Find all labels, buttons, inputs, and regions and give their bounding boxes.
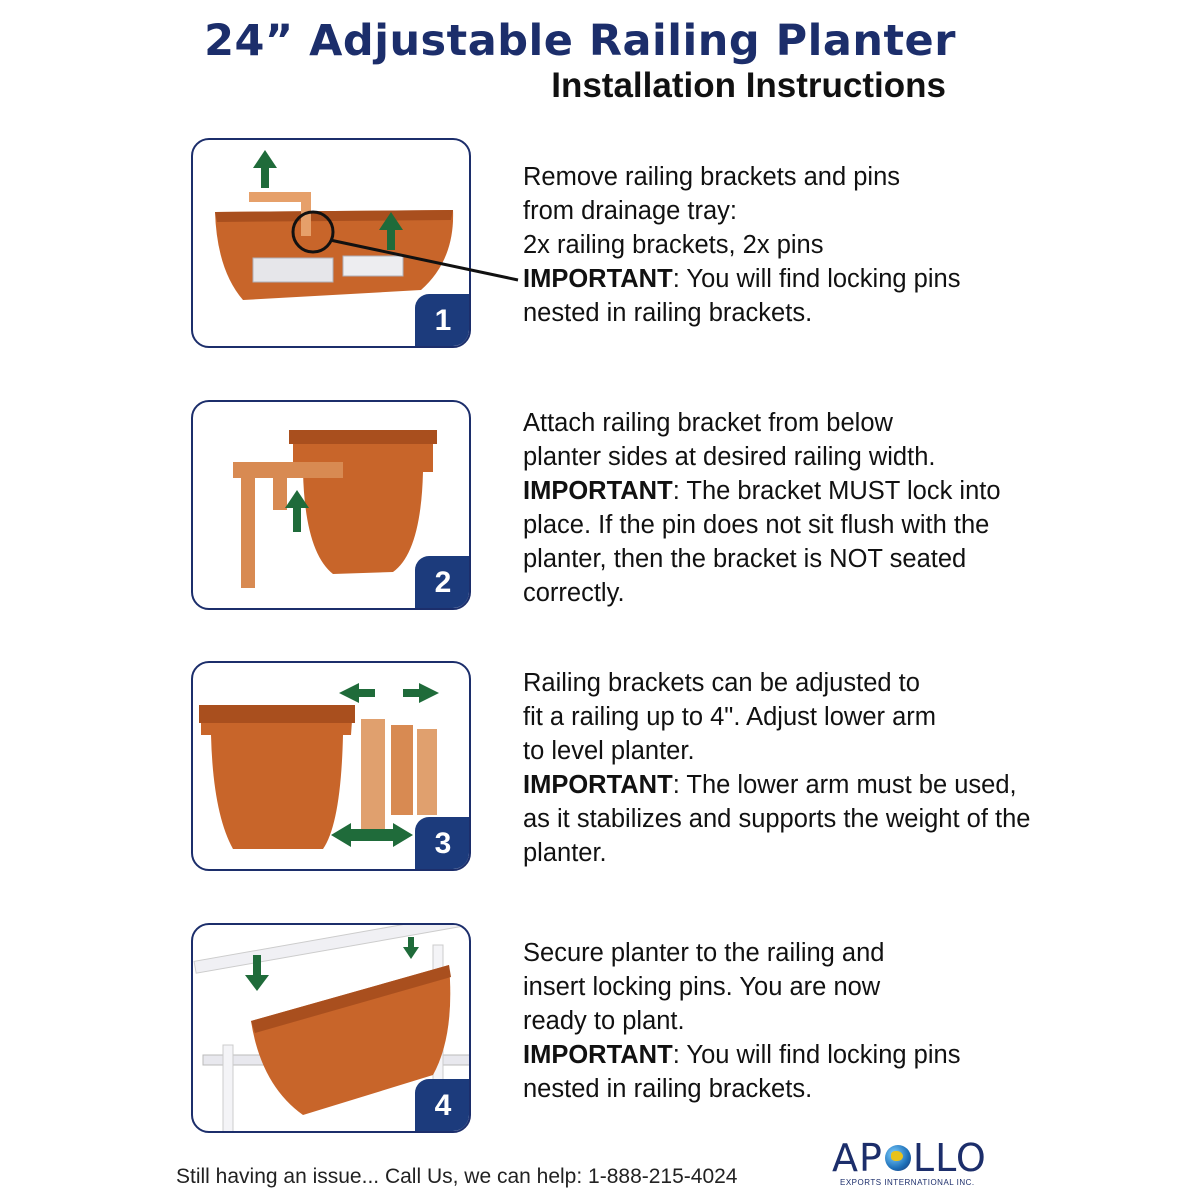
step-2-badge: 2 [415,556,471,610]
step-3-text [523,666,1043,870]
step-4-important [523,1038,1043,1106]
logo-word-left: AP [832,1136,883,1180]
important-text: : You will find locking pins nested in railing brackets. [523,265,961,327]
step-1-illustration [191,138,471,348]
step-1-line: from drainage tray: [523,197,738,225]
step-2-important [523,474,1043,610]
step-3-line: fit a railing up to 4". Adjust lower arm [523,703,936,731]
important-text: : You will find locking pins nested in railing brackets. [523,1041,961,1103]
logo-word-right: LLO [912,1136,987,1180]
step-4-line: ready to plant. [523,1007,685,1035]
important-label: IMPORTANT [523,265,673,293]
step-1-line: Remove railing brackets and pins [523,163,901,191]
globe-icon [885,1145,911,1171]
step-3-important [523,768,1043,870]
step-1-text [523,160,1043,330]
logo-wordmark [832,1136,992,1180]
step-4-line: Secure planter to the railing and [523,939,885,967]
important-label: IMPORTANT [523,477,673,505]
step-3-illustration [191,661,471,871]
step-1-important [523,262,1043,330]
page-title: 24” Adjustable Railing Planter [204,16,956,66]
step-2-text [523,406,1043,610]
page-subtitle: Installation Instructions [551,66,946,105]
step-1-line: 2x railing brackets, 2x pins [523,231,824,259]
step-3-line: to level planter. [523,737,695,765]
important-text: : The bracket MUST lock into place. If the pin does not sit flush with the planter, then the bracket is NOT seated correctly. [523,477,1001,607]
step-3-badge: 3 [415,817,471,871]
step-4-badge: 4 [415,1079,471,1133]
logo-subtitle: EXPORTS INTERNATIONAL INC. [840,1178,975,1187]
important-label: IMPORTANT [523,1041,673,1069]
step-4-line: insert locking pins. You are now [523,973,881,1001]
step-2-line: planter sides at desired railing width. [523,443,936,471]
step-4-text [523,936,1043,1106]
important-label: IMPORTANT [523,771,673,799]
help-footer: Still having an issue... Call Us, we can help: 1-888-215-4024 [176,1165,738,1188]
step-2-illustration [191,400,471,610]
step-4-illustration [191,923,471,1133]
step-3-line: Railing brackets can be adjusted to [523,669,920,697]
important-text: : The lower arm must be used, as it stabilizes and supports the weight of the planter. [523,771,1031,867]
step-1-badge: 1 [415,294,471,348]
step-2-line: Attach railing bracket from below [523,409,893,437]
apollo-logo [832,1136,992,1192]
